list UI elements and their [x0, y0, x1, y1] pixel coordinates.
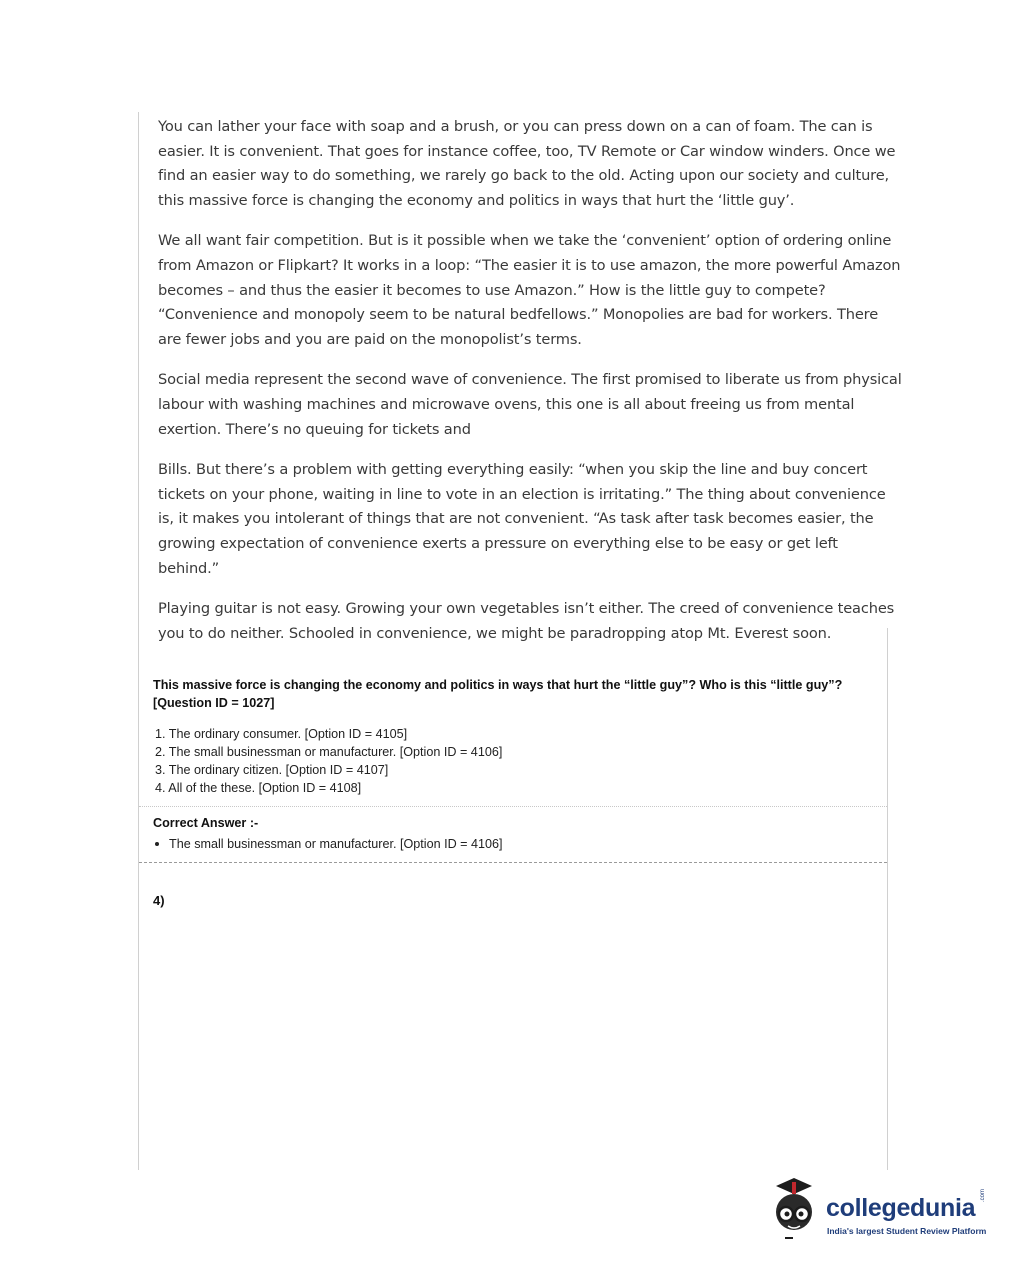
option-3: 3. The ordinary citizen. [Option ID = 4107]: [155, 763, 389, 777]
option-1: 1. The ordinary consumer. [Option ID = 4105]: [155, 727, 408, 741]
passage-paragraph-4: Bills. But there’s a problem with getting everything easily: “when you skip the line and buy concert tickets on your phone, waiting in line to vote in an election is irritating.” The thing about convenience is, it makes you intolerant of things that are not convenient. “As task after task becomes easier, the growing expectation of convenience exerts a pressure on everything else to be easy or get left behind.”: [158, 461, 886, 577]
reading-passage: [158, 115, 903, 662]
passage-paragraph-3: Social media represent the second wave of convenience. The first promised to liberate us from physical labour with washing machines and microwave ovens, this one is all about freeing us from mental exertion. There’s no queuing for tickets and: [158, 371, 902, 438]
option-4: 4. All of the these. [Option ID = 4108]: [155, 781, 362, 795]
bullet-icon: [155, 842, 159, 846]
option-2: 2. The small businessman or manufacturer. [Option ID = 4106]: [155, 745, 503, 759]
passage-paragraph-5: Playing guitar is not easy. Growing your own vegetables isn’t either. The creed of convenience teaches you to do neither. Schooled in convenience, we might be paradropping atop Mt. Everest soon.: [158, 600, 895, 642]
logo-wordmark: collegedunia: [826, 1194, 976, 1222]
correct-answer-item: [155, 837, 503, 851]
passage-paragraph-2: We all want fair competition. But is it possible when we take the ‘convenient’ option of ordering online from Amazon or Flipkart? It works in a loop: “The easier it is to use amazon, the more powerful Amazon becomes – and thus the easier it becomes to use Amazon.” How is the little guy to compete? “Convenience and monopoly seem to be natural bedfellows.” Monopolies are bad for workers. There are fewer jobs and you are paid on the monopolist’s terms.: [158, 232, 901, 348]
left-margin-rule: [138, 112, 139, 1170]
next-question-number: 4): [153, 893, 165, 908]
correct-answer-label: Correct Answer :-: [153, 816, 259, 830]
collegedunia-logo: [766, 1176, 996, 1246]
passage-paragraph-1: You can lather your face with soap and a brush, or you can press down on a can of foam. The can is easier. It is convenient. That goes for instance coffee, too, TV Remote or Car window winders. Once we find an easier way to do something, we rarely go back to the old. Acting upon our society and culture, this massive force is changing the economy and politics in ways that hurt the ‘little guy’.: [158, 118, 896, 209]
correct-answer-text: The small businessman or manufacturer. [Option ID = 4106]: [169, 837, 503, 851]
logo-suffix: .com: [980, 1188, 986, 1202]
dashed-divider: [139, 862, 887, 863]
options-list: [155, 725, 870, 797]
question-text: This massive force is changing the economy and politics in ways that hurt the “little guy”? Who is this “little guy”? [Question ID = 1027]: [153, 678, 843, 710]
dotted-divider: [139, 806, 887, 807]
logo-tagline: India's largest Student Review Platform: [827, 1226, 987, 1236]
mascot-icon: [766, 1176, 826, 1246]
right-margin-rule: [887, 628, 888, 1170]
